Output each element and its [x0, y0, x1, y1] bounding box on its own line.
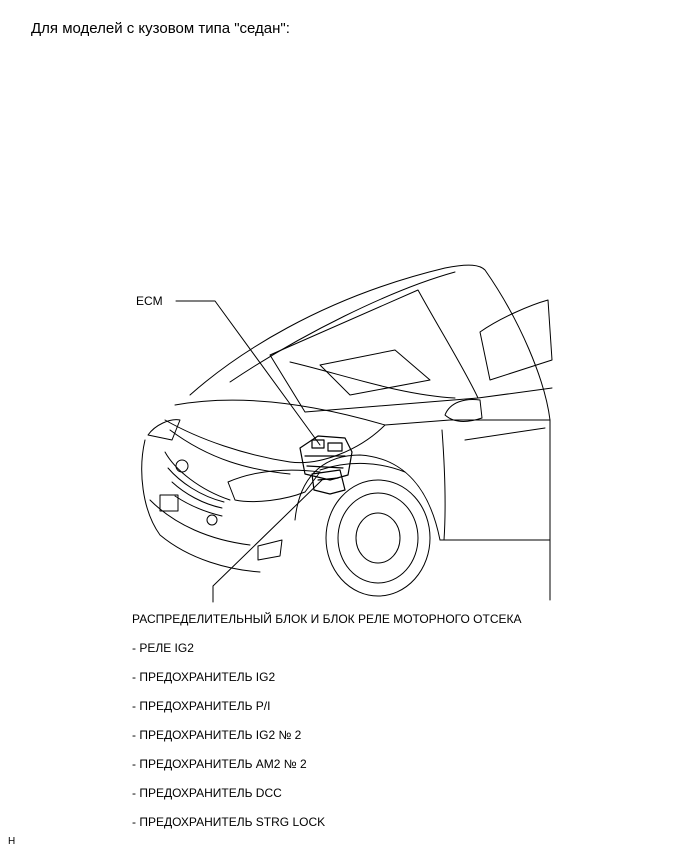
front-wheel [326, 480, 430, 596]
footer-mark: H [8, 836, 16, 847]
legend-item: - ПРЕДОХРАНИТЕЛЬ STRG LOCK [132, 815, 326, 829]
component-legend [132, 612, 521, 844]
ecm-leader-line [176, 301, 320, 445]
legend-title: РАСПРЕДЕЛИТЕЛЬНЫЙ БЛОК И БЛОК РЕЛЕ МОТОРНОГО ОТСЕКА [132, 612, 522, 626]
ecm-unit [300, 436, 352, 480]
legend-item: - ПРЕДОХРАНИТЕЛЬ DCC [132, 786, 282, 800]
legend-item: - РЕЛЕ IG2 [132, 641, 194, 655]
relay-block [312, 470, 345, 494]
ecm-label: ECM [136, 294, 163, 308]
legend-item: - ПРЕДОХРАНИТЕЛЬ IG2 [132, 670, 276, 684]
car-body-outline [142, 265, 552, 600]
legend-item: - ПРЕДОХРАНИТЕЛЬ AM2 № 2 [132, 757, 307, 771]
legend-item: - ПРЕДОХРАНИТЕЛЬ P/I [132, 699, 271, 713]
page-heading: Для моделей с кузовом типа "седан": [31, 20, 290, 37]
legend-item: - ПРЕДОХРАНИТЕЛЬ IG2 № 2 [132, 728, 302, 742]
